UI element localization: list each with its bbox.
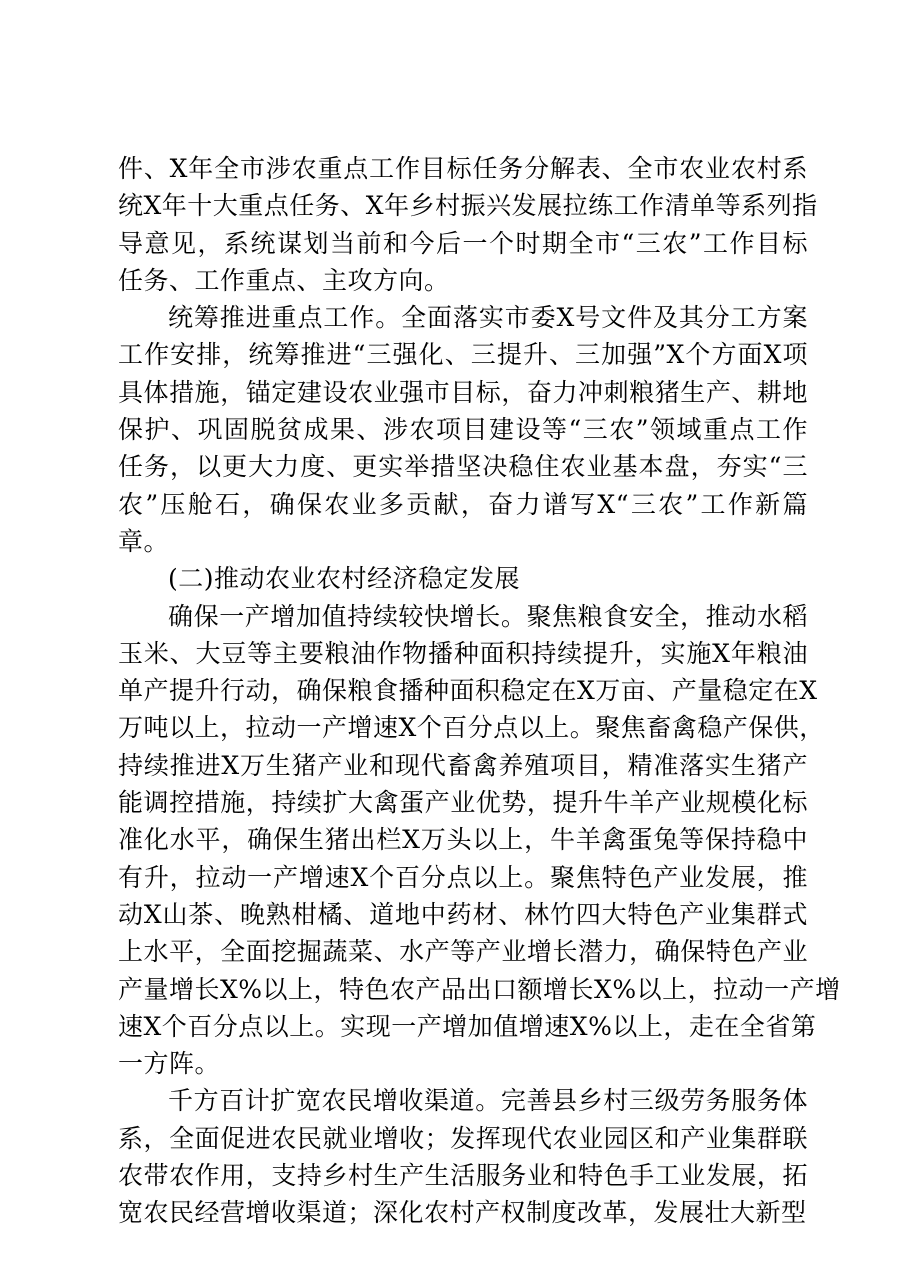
text-line: 准化水平，确保生猪出栏X万头以上，牛羊禽蛋兔等保持稳中 <box>118 825 808 855</box>
text-line: 持续推进X万生猪产业和现代畜禽养殖项目，精准落实生猪产 <box>118 750 808 780</box>
paragraph <box>118 560 808 597</box>
text-line: 确保一产增加值持续较快增长。聚焦粮食安全，推动水稻 <box>168 601 808 631</box>
text-line: 能调控措施，持续扩大禽蛋产业优势，提升牛羊产业规模化标 <box>118 788 808 818</box>
paragraph <box>118 150 818 299</box>
text-line: 速X个百分点以上。实现一产增加值增速X%以上，走在全省第 <box>118 1011 817 1041</box>
text-line: 一方阵。 <box>118 1049 221 1079</box>
text-line: 具体措施，锚定建设农业强市目标，奋力冲刺粮猪生产、耕地 <box>118 377 808 407</box>
text-line: 任务、工作重点、主攻方向。 <box>118 265 450 295</box>
text-line: 农”压舱石，确保农业多贡献，奋力谱写X“三农”工作新篇 <box>118 489 808 519</box>
text-line: 工作安排，统筹推进“三强化、三提升、三加强”X个方面X项 <box>118 340 808 370</box>
text-line: 单产提升行动，确保粮食播种面积稳定在X万亩、产量稳定在X <box>118 676 818 706</box>
paragraph <box>118 598 841 1083</box>
text-line: 任务，以更大力度、更实举措坚决稳住农业基本盘，夯实“三 <box>118 452 808 482</box>
text-line: 统X年十大重点任务、X年乡村振兴发展拉练工作清单等系列指 <box>118 191 818 221</box>
text-line: 有升，拉动一产增速X个百分点以上。聚焦特色产业发展，推 <box>118 862 808 892</box>
text-line: 动X山茶、晚熟柑橘、道地中药材、林竹四大特色产业集群式 <box>118 899 808 929</box>
text-line: 系，全面促进农民就业增收；发挥现代农业园区和产业集群联 <box>118 1123 808 1153</box>
text-line: 导意见，系统谋划当前和今后一个时期全市“三农”工作目标 <box>118 228 808 258</box>
document-body <box>118 150 841 1232</box>
text-line: 上水平，全面挖掘蔬菜、水产等产业增长潜力，确保特色产业 <box>118 937 808 967</box>
text-line: 章。 <box>118 526 170 556</box>
paragraph <box>118 1082 808 1231</box>
text-line: 统筹推进重点工作。全面落实市委X号文件及其分工方案 <box>168 303 808 333</box>
text-line: 件、X年全市涉农重点工作目标任务分解表、全市农业农村系 <box>118 154 808 183</box>
text-line: 产量增长X%以上，特色农产品出口额增长X%以上，拉动一产增 <box>118 974 841 1004</box>
text-line: 千方百计扩宽农民增收渠道。完善县乡村三级劳务服务体 <box>168 1086 808 1116</box>
text-line: 农带农作用，支持乡村生产生活服务业和特色手工业发展，拓 <box>118 1161 808 1191</box>
text-line: 玉米、大豆等主要粮油作物播种面积持续提升，实施X年粮油 <box>118 638 808 668</box>
text-line: 宽农民经营增收渠道；深化农村产权制度改革，发展壮大新型 <box>118 1198 807 1228</box>
paragraph <box>118 299 808 560</box>
text-line: (二)推动农业农村经济稳定发展 <box>168 564 521 594</box>
text-line: 万吨以上，拉动一产增速X个百分点以上。聚焦畜禽稳产保供， <box>118 713 825 743</box>
text-line: 保护、巩固脱贫成果、涉农项目建设等“三农”领域重点工作 <box>118 415 808 445</box>
